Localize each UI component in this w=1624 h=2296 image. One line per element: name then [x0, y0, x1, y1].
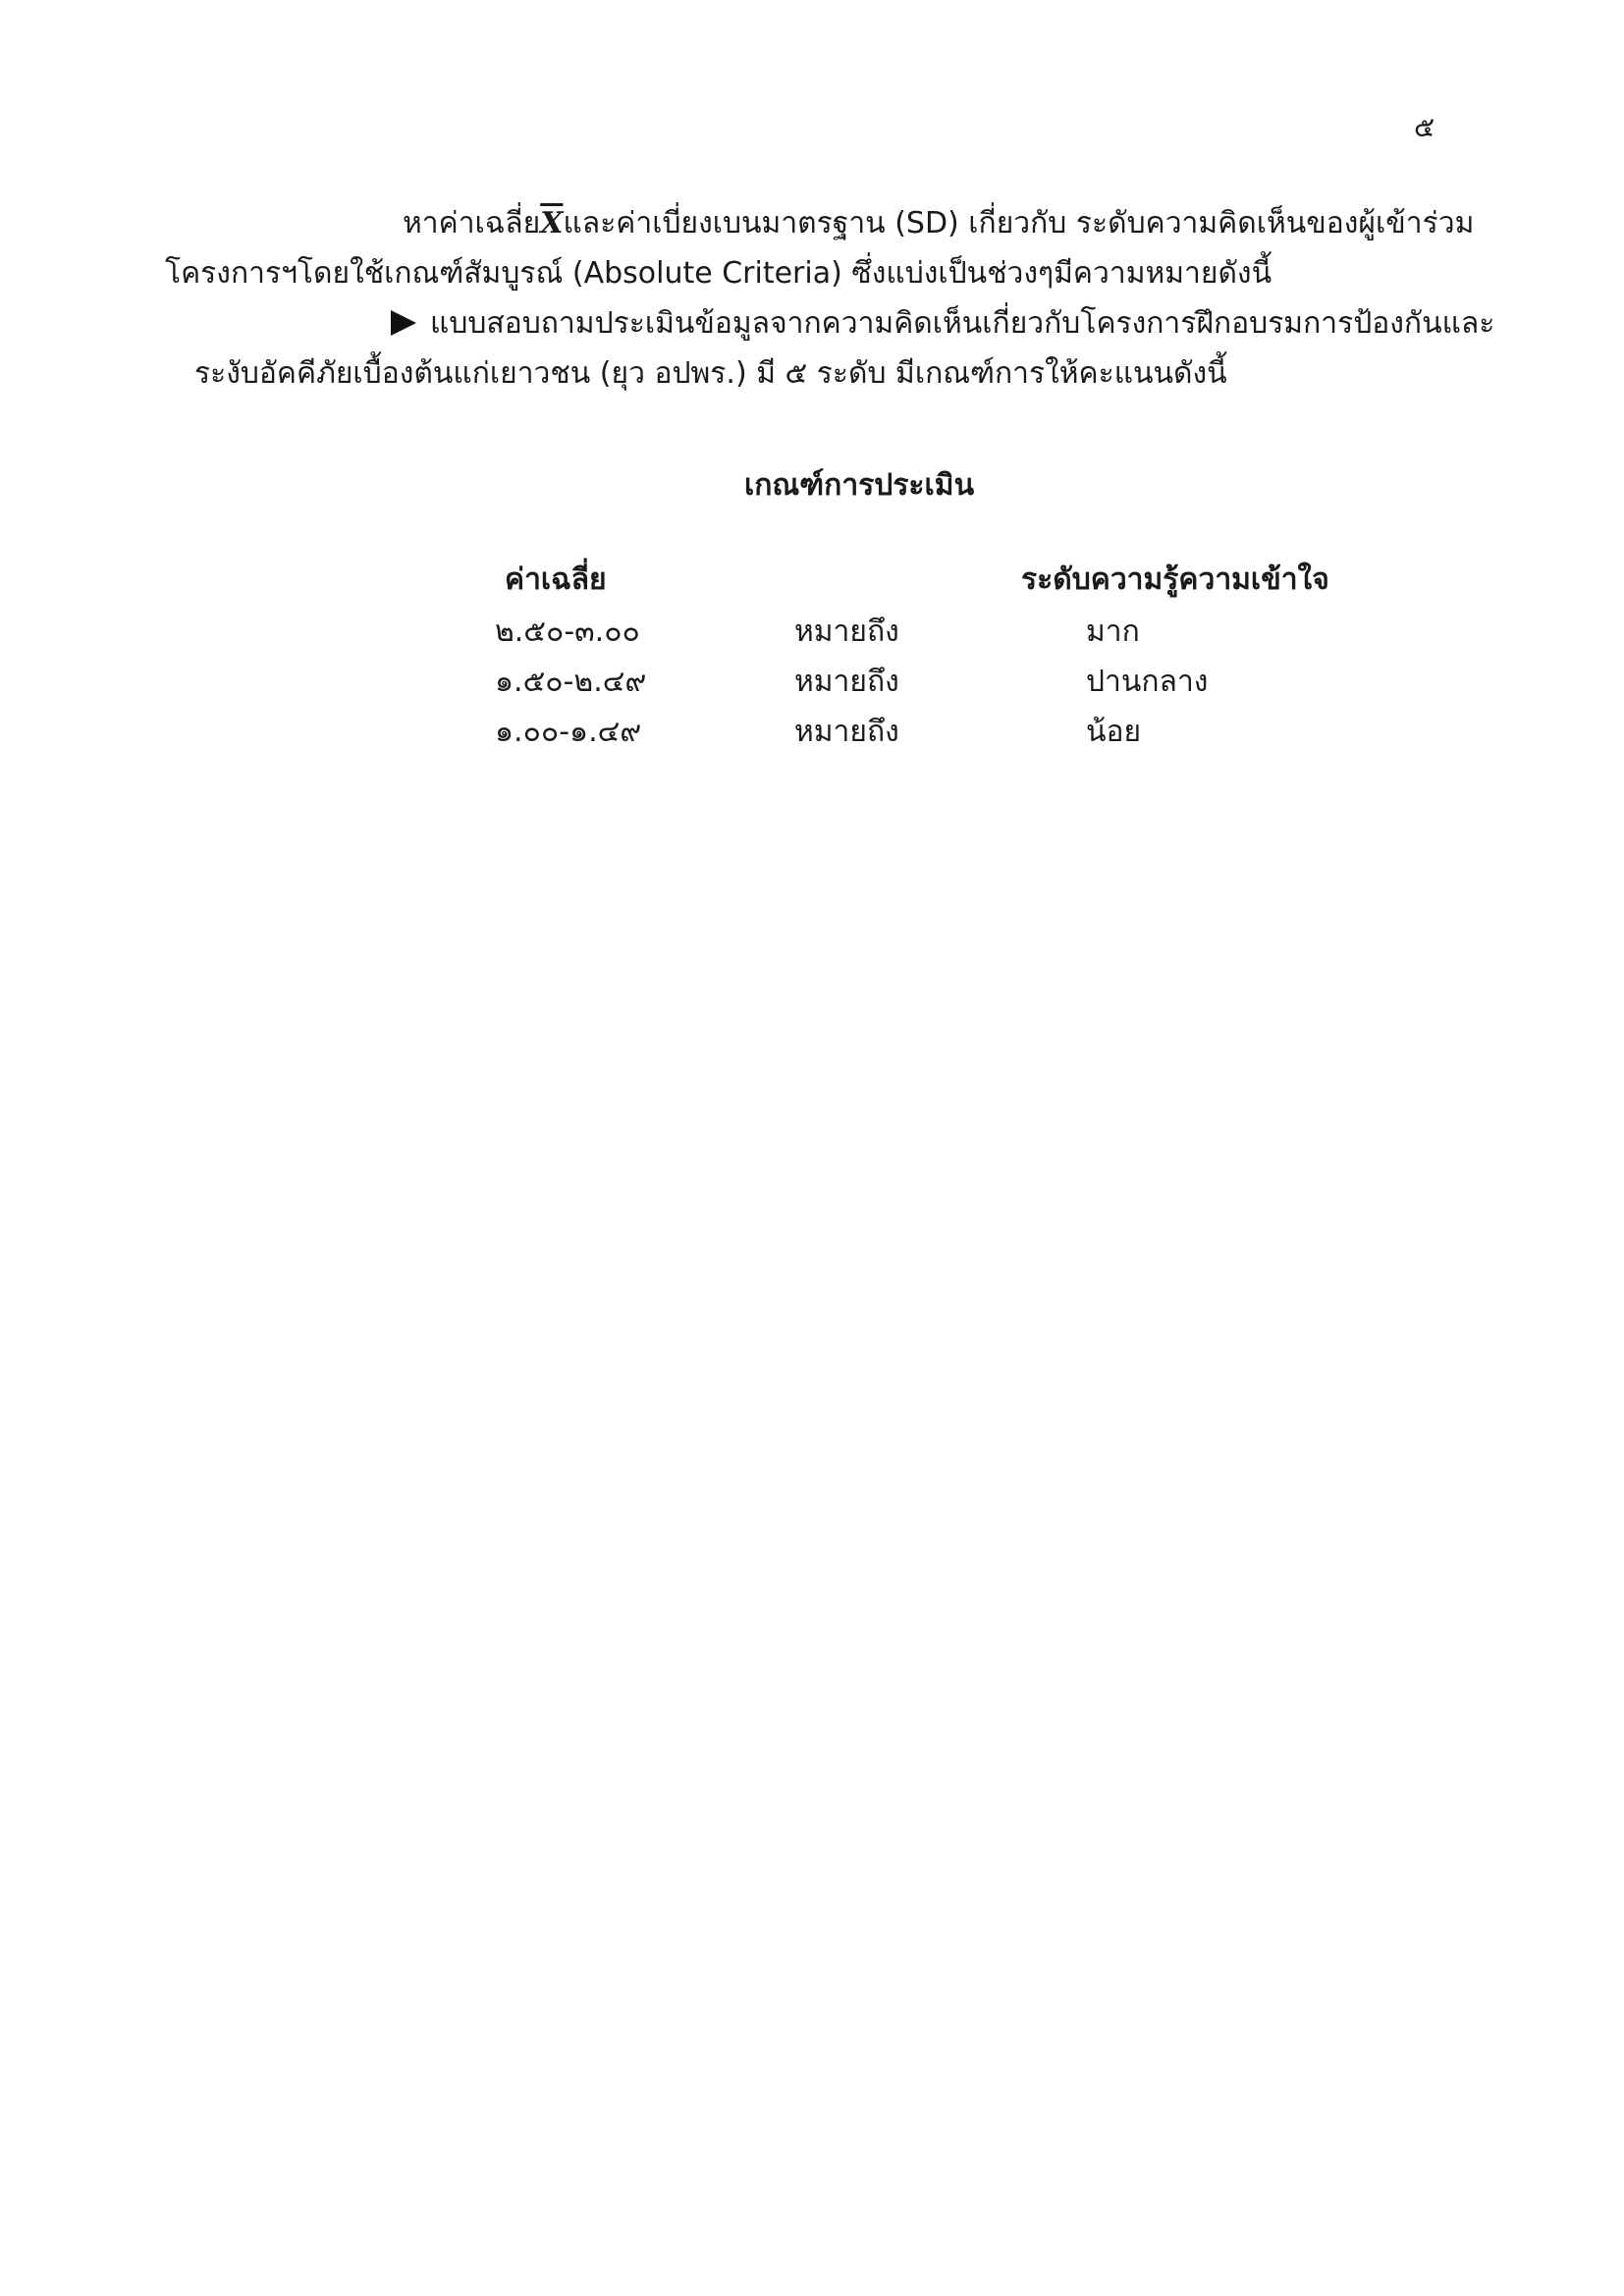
bullet-text-line-1: แบบสอบถามประเมินข้อมูลจากความคิดเห็นเกี่ยวกับโครงการฝึกอบรมการป้องกันและ	[430, 306, 1495, 341]
criteria-header-level: ระดับความรู้ความเข้าใจ	[1021, 562, 1329, 597]
intro-text-before-symbol: หาค่าเฉลี่ย	[403, 206, 541, 240]
bullet-item-line-2: ระงับอัคคีภัยเบื้องต้นแก่เยาวชน (ยุว อปพร.) มี ๕ ระดับ มีเกณฑ์การให้คะแนนดังนี้	[194, 356, 1227, 391]
bullet-item-line-1	[391, 306, 1495, 341]
criteria-range: ๒.๕๐-๓.๐๐	[495, 614, 640, 649]
criteria-means: หมายถึง	[794, 665, 899, 699]
criteria-means: หมายถึง	[794, 614, 899, 649]
page-number: ๕	[1414, 111, 1435, 143]
x-bar-symbol: $\overline{X}$	[540, 206, 564, 240]
arrowhead-bullet-icon	[391, 310, 416, 336]
intro-paragraph-line-2: โครงการฯโดยใช้เกณฑ์สัมบูรณ์ (Absolute Criteria) ซึ่งแบ่งเป็นช่วงๆมีความหมายดังนี้	[165, 256, 1272, 291]
criteria-title: เกณฑ์การประเมิน	[744, 468, 975, 503]
criteria-range: ๑.๐๐-๑.๔๙	[495, 715, 642, 749]
criteria-level: ปานกลาง	[1086, 665, 1209, 699]
intro-text-after-symbol: และค่าเบี่ยงเบนมาตรฐาน (SD) เกี่ยวกับ ระดับความคิดเห็นของผู้เข้าร่วม	[563, 206, 1475, 240]
criteria-header-mean: ค่าเฉลี่ย	[505, 562, 607, 597]
criteria-level: น้อย	[1086, 715, 1142, 749]
intro-paragraph-line-1	[403, 206, 1475, 240]
criteria-level: มาก	[1086, 614, 1140, 649]
criteria-range: ๑.๕๐-๒.๔๙	[495, 665, 647, 699]
criteria-means: หมายถึง	[794, 715, 899, 749]
